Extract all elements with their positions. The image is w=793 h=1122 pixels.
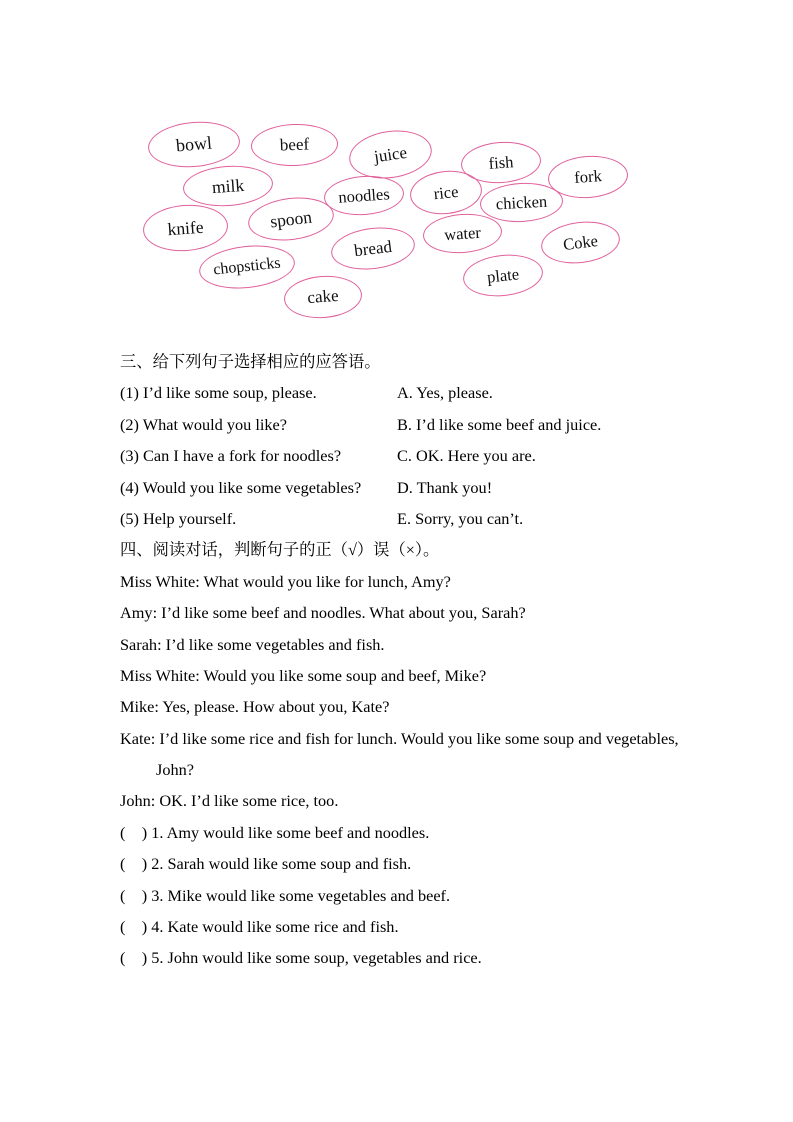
judge-item: ( ) 4. Kate would like some rice and fish. [120,917,399,937]
vocab-word: plate [485,263,520,287]
vocab-word: cake [306,285,340,308]
match-question: (3) Can I have a fork for noodles? [120,446,342,466]
vocab-word: beef [279,134,310,155]
match-answer: D. Thank you! [397,477,493,497]
vocab-bubble [539,217,622,267]
match-row [120,440,780,471]
match-answer: B. I’d like some beef and juice. [397,414,602,434]
vocab-word: knife [166,216,205,239]
match-question: (4) Would you like some vegetables? [120,477,362,497]
vocab-bubble [461,251,545,300]
judge-item: ( ) 5. John would like some soup, vegetables and rice. [120,948,482,968]
vocab-word: juice [372,142,409,166]
vocab-word: fish [487,151,514,173]
vocab-bubble [197,241,297,293]
vocab-bubble [283,273,364,320]
match-question: (2) What would you like? [120,414,287,434]
vocab-word: spoon [268,206,313,231]
dialogue-line: Miss White: What would you like for lunch, Amy? [120,571,451,591]
match-answer: A. Yes, please. [397,383,493,403]
vocab-word: chicken [495,191,548,213]
dialogue-line-continuation: John? [156,760,194,780]
vocab-word: bowl [175,132,213,156]
match-answer: C. OK. Here you are. [397,446,536,466]
match-row [120,503,780,534]
section3-title: 三、给下列句子选择相应的应答语。 [120,352,381,371]
match-answer: E. Sorry, you can’t. [397,508,524,528]
vocab-word: rice [432,181,460,203]
vocab-word: milk [211,174,245,197]
vocab-bubble [329,223,417,274]
match-row [120,472,780,503]
vocab-bubble [479,181,564,224]
vocab-bubble [141,202,229,254]
vocab-bubble [246,193,336,245]
match-question: (5) Help yourself. [120,508,237,528]
dialogue-line: Kate: I’d like some rice and fish for lunch. Would you like some soup and vegetables, [120,728,679,748]
vocab-bubble [146,118,242,171]
match-row [120,377,780,408]
vocab-bubble [182,163,275,209]
judge-item: ( ) 1. Amy would like some beef and noodles. [120,822,430,842]
vocab-bubble [323,173,406,217]
vocab-bubble [422,211,504,255]
judge-item: ( ) 2. Sarah would like some soup and fish. [120,854,412,874]
dialogue-line: Sarah: I’d like some vegetables and fish. [120,634,385,654]
vocab-word: noodles [337,183,391,207]
vocab-word: chopsticks [212,254,282,279]
dialogue-line: Amy: I’d like some beef and noodles. What about you, Sarah? [120,603,526,623]
match-row [120,409,780,440]
dialogue-line: Mike: Yes, please. How about you, Kate? [120,697,390,717]
section4-title: 四、阅读对话，判断句子的正（√）误（×）。 [120,540,440,560]
vocab-bubble [346,125,435,183]
dialogue-line: John: OK. I’d like some rice, too. [120,791,339,811]
vocab-word: fork [573,166,603,187]
vocab-word: bread [353,236,393,260]
vocab-word: Coke [561,230,599,254]
worksheet-text [120,346,780,974]
match-question: (1) I’d like some soup, please. [120,383,317,403]
vocab-bubble [250,122,338,167]
dialogue-line: Miss White: Would you like some soup and beef, Mike? [120,665,487,685]
judge-item: ( ) 3. Mike would like some vegetables and beef. [120,885,451,905]
vocab-word: water [443,222,482,244]
